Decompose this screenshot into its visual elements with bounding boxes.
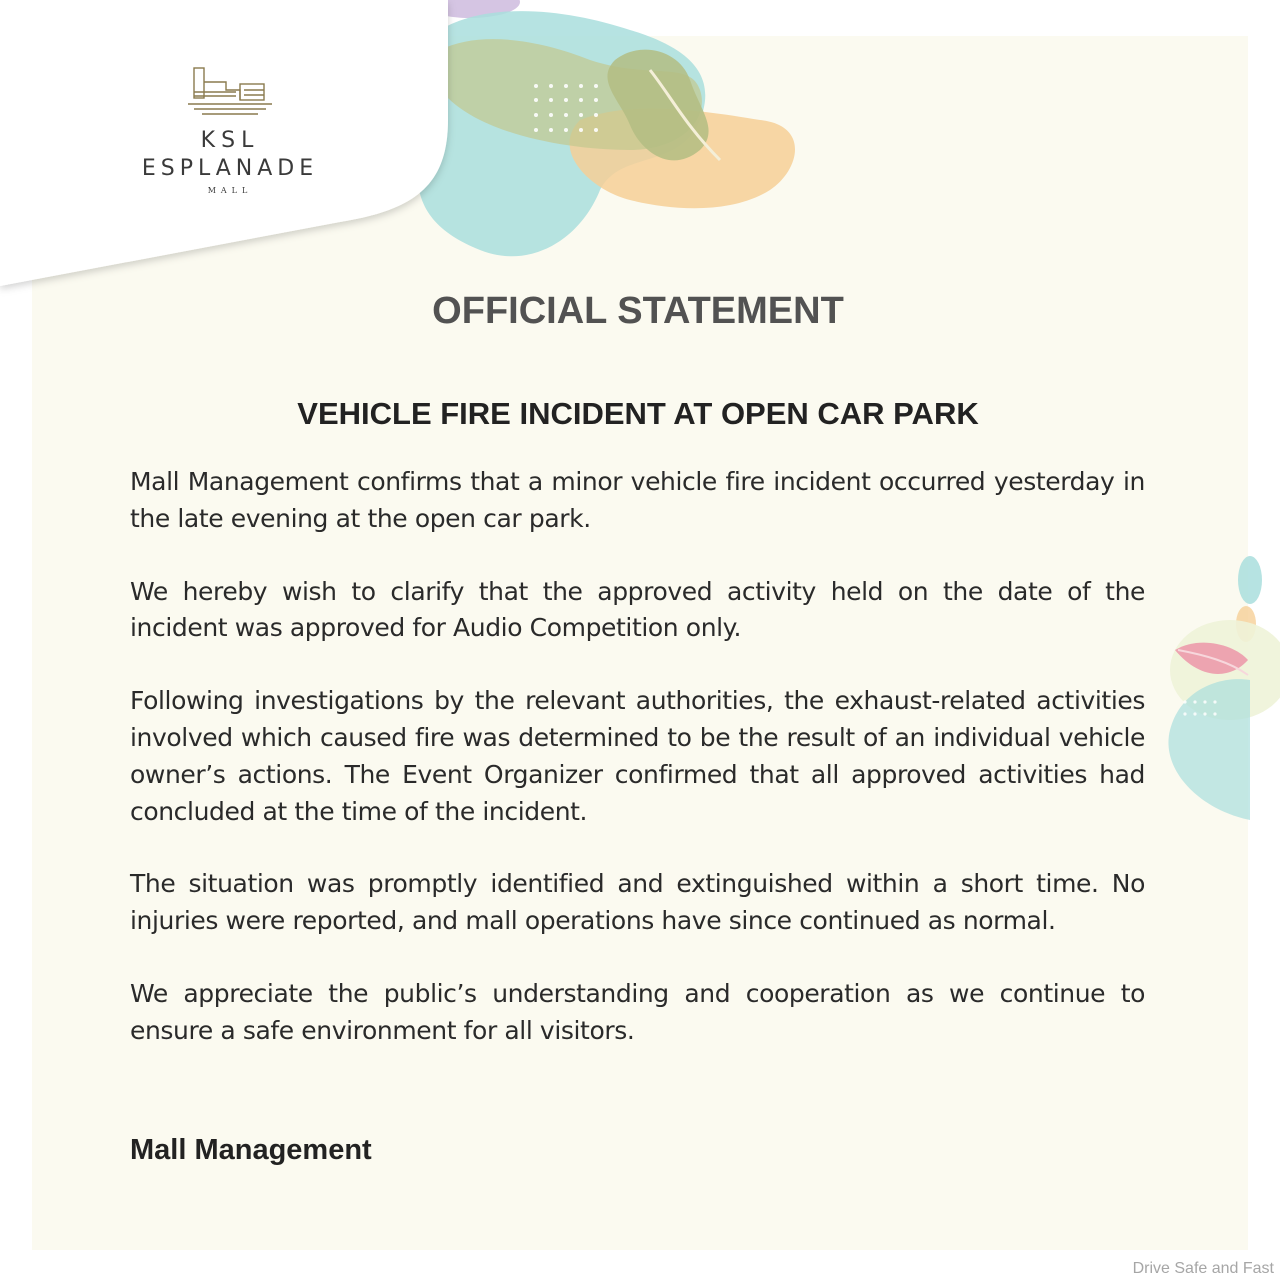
logo-card xyxy=(0,0,448,292)
decorative-blobs-right xyxy=(1150,540,1280,840)
paragraph: We hereby wish to clarify that the approved activity held on the date of the incident was approved for Audio Competition only. xyxy=(130,576,1145,643)
decorative-blobs-top xyxy=(400,0,830,300)
paragraph: We appreciate the public’s understanding and cooperation as we continue to ensure a safe environment for all visitors. xyxy=(130,978,1145,1045)
statement-body xyxy=(130,464,1145,1086)
watermark: Drive Safe and Fast xyxy=(1132,1260,1274,1277)
paragraph: Mall Management confirms that a minor vehicle fire incident occurred yesterday in the late evening at the open car park. xyxy=(130,467,1145,533)
signoff: Mall Management xyxy=(130,1134,372,1166)
building-logo-icon xyxy=(186,66,274,116)
logo-text-ksl: KSL xyxy=(200,128,260,153)
paragraph: Following investigations by the relevant authorities, the exhaust-related activities involved which caused fire was determined to be the result of an individual vehicle owner’s actions. The Event Organizer confirmed that all approved activities had concluded at the time of the incident. xyxy=(130,686,1145,826)
logo-text-mall: MALL xyxy=(207,186,253,195)
statement-subtitle: VEHICLE FIRE INCIDENT AT OPEN CAR PARK xyxy=(297,396,979,431)
page-title: OFFICIAL STATEMENT xyxy=(432,290,844,332)
paragraph: The situation was promptly identified and extinguished within a short time. No injuries were reported, and mall operations have since continued as normal. xyxy=(130,869,1145,936)
logo-text-esplanade: ESPLANADE xyxy=(141,156,319,181)
